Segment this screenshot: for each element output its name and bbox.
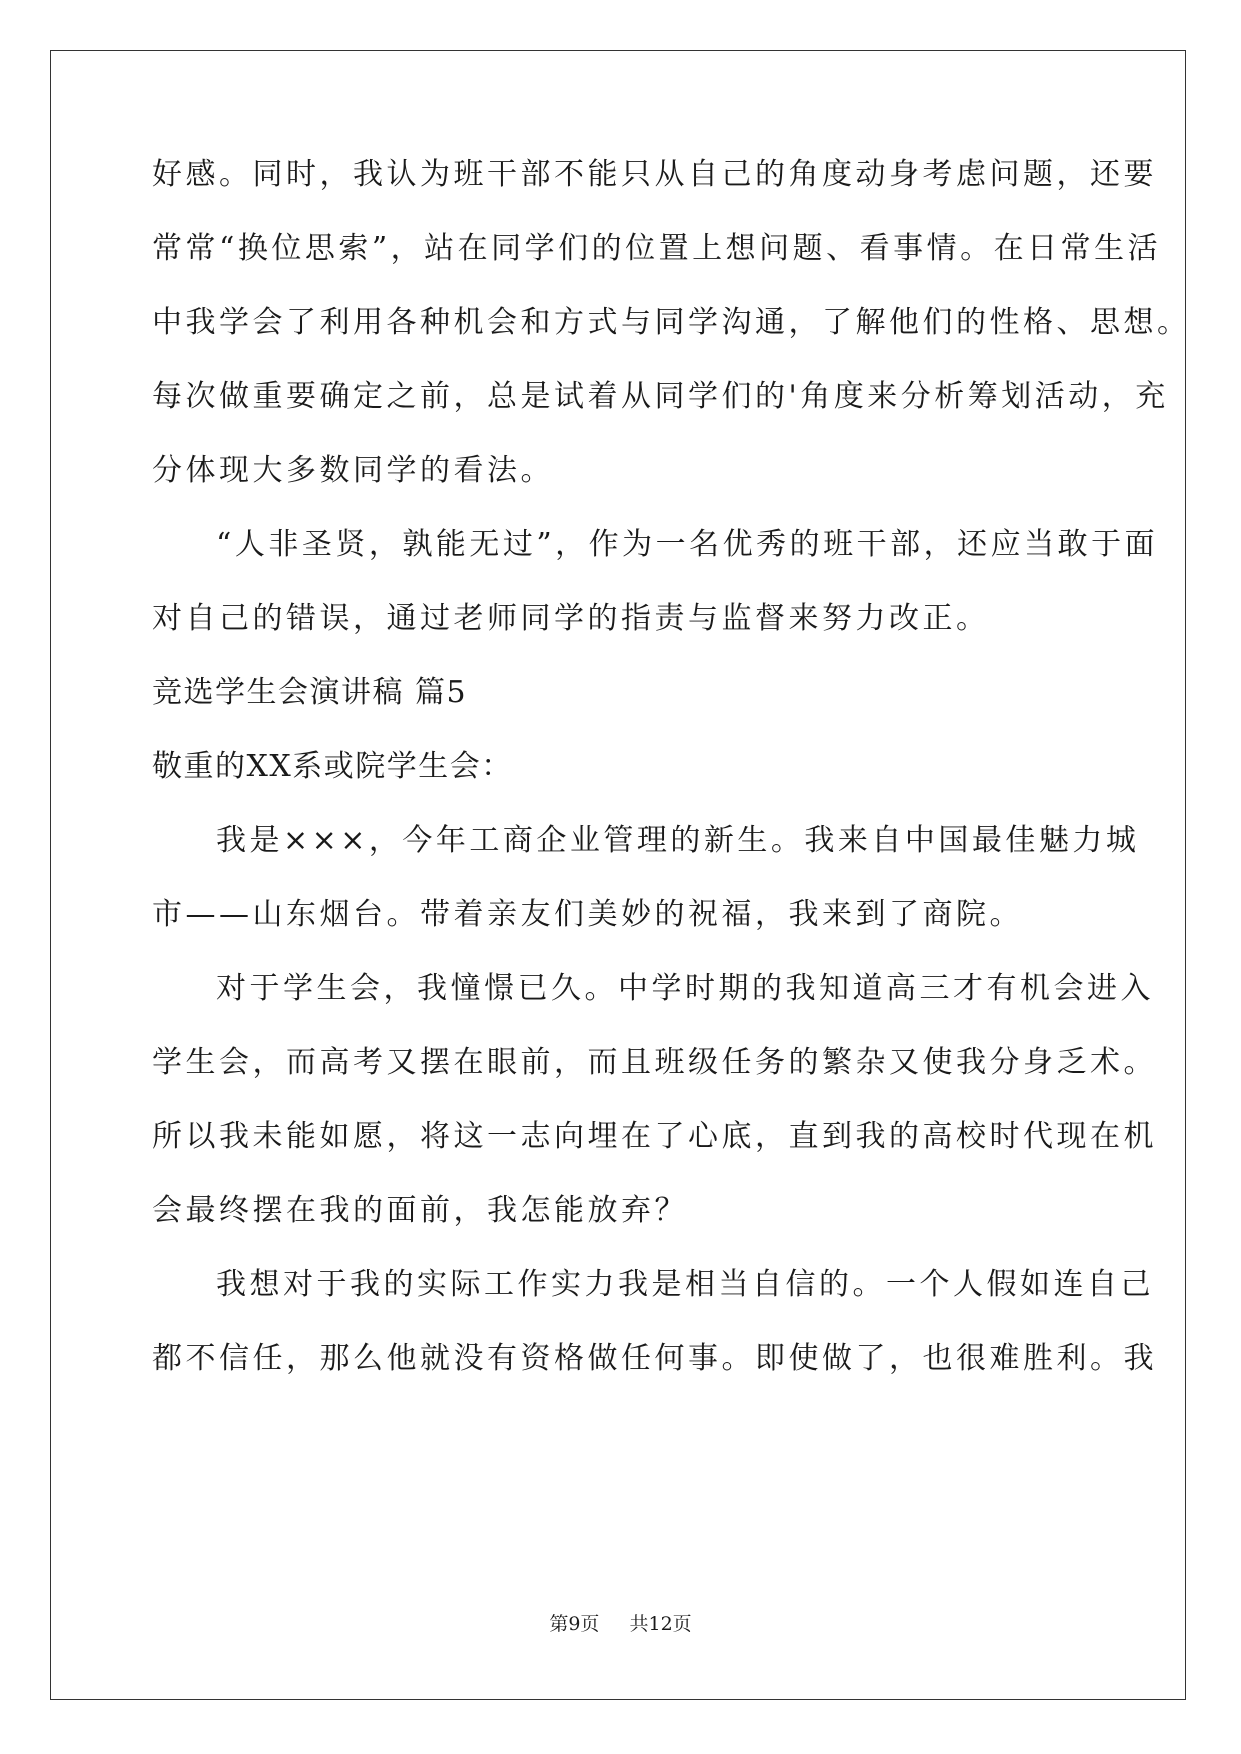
page-footer	[0, 1612, 1241, 1636]
section-heading: 竞选学生会演讲稿 篇5	[152, 675, 468, 710]
text-line: 常常“换位思索”，站在同学们的位置上想问题、看事情。在日常生活	[152, 231, 1162, 266]
page-border	[50, 50, 1186, 1700]
text-line: 市——山东烟台。带着亲友们美妙的祝福，我来到了商院。	[152, 897, 1023, 932]
text-line: 学生会，而高考又摆在眼前，而且班级任务的繁杂又使我分身乏术。	[152, 1045, 1157, 1080]
text-line: 我想对于我的实际工作实力我是相当自信的。一个人假如连自己	[216, 1267, 1154, 1302]
text-line: 所以我未能如愿，将这一志向埋在了心底，直到我的高校时代现在机	[152, 1119, 1157, 1154]
text-line: 都不信任，那么他就没有资格做任何事。即使做了，也很难胜利。我	[152, 1341, 1157, 1376]
text-line: 对自己的错误，通过老师同学的指责与监督来努力改正。	[152, 601, 990, 636]
text-line: 分体现大多数同学的看法。	[152, 453, 554, 488]
text-line: 中我学会了利用各种机会和方式与同学沟通，了解他们的性格、思想。	[152, 305, 1191, 340]
text-line: 会最终摆在我的面前，我怎能放弃？	[152, 1193, 688, 1228]
salutation: 敬重的XX系或院学生会：	[152, 749, 513, 784]
text-line: 我是×××，今年工商企业管理的新生。我来自中国最佳魅力城	[216, 823, 1140, 858]
text-line: 每次做重要确定之前，总是试着从同学们的'角度来分析筹划活动，充	[152, 379, 1169, 414]
text-line: 对于学生会，我憧憬已久。中学时期的我知道高三才有机会进入	[216, 971, 1154, 1006]
text-line: 好感。同时，我认为班干部不能只从自己的角度动身考虑问题，还要	[152, 157, 1157, 192]
text-line: “人非圣贤，孰能无过”，作为一名优秀的班干部，还应当敢于面	[216, 527, 1159, 562]
page-number: 第9页	[549, 1613, 600, 1635]
total-pages: 共12页	[629, 1613, 692, 1635]
